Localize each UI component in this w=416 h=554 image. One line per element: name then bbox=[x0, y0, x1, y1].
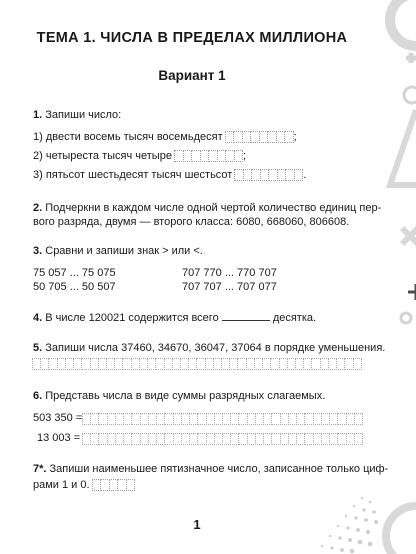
task2-text-line1: Подчеркни в каждом числе одной чертой количество единиц пер- bbox=[45, 202, 382, 214]
task6-text: Представь числа в виде суммы разрядных слагаемых. bbox=[45, 390, 326, 402]
task7-text-line2: рами 1 и 0. bbox=[33, 479, 90, 491]
task1-item-1-label: 1) двести восемь тысяч восемьдесят bbox=[33, 131, 223, 143]
answer-cells[interactable] bbox=[93, 479, 136, 491]
answer-cell-row[interactable] bbox=[83, 413, 363, 424]
task3-text: Сравни и запиши знак > или <. bbox=[45, 245, 203, 257]
task1-item-2 bbox=[33, 149, 246, 163]
task7-number: 7*. bbox=[33, 463, 47, 475]
task3-number: 3. bbox=[33, 245, 43, 257]
punctuation: ; bbox=[243, 150, 247, 162]
compare-pair[interactable]: 707 770 ... 770 707 bbox=[182, 267, 277, 279]
answer-cells[interactable] bbox=[175, 150, 243, 162]
compare-pair[interactable]: 707 707 ... 707 077 bbox=[182, 281, 277, 293]
task1-number: 1. bbox=[33, 109, 43, 121]
task4-number: 4. bbox=[33, 312, 43, 324]
task1-item-2-label: 2) четыреста тысяч четыре bbox=[33, 150, 172, 162]
task1-item-3 bbox=[33, 168, 306, 182]
sum-row-label: 503 350 = bbox=[33, 412, 83, 424]
task1-prompt bbox=[33, 108, 121, 122]
compare-pair[interactable]: 75 057 ... 75 075 bbox=[33, 267, 116, 279]
task5-text: Запиши числа 37460, 34670, 36047, 37064 в порядке уменьшения. bbox=[45, 342, 386, 354]
answer-cells[interactable] bbox=[226, 131, 294, 143]
answer-cells[interactable] bbox=[235, 169, 303, 181]
task1-item-3-label: 3) пятьсот шестьдесят тысяч шестьсот bbox=[33, 169, 233, 181]
task5-prompt bbox=[33, 341, 385, 355]
task2-number: 2. bbox=[33, 202, 43, 214]
task2-line2: вого разряда, двумя — второго класса: 6080, 668060, 806608. bbox=[33, 216, 350, 228]
answer-cell-row[interactable] bbox=[33, 358, 362, 369]
task7-line2 bbox=[33, 478, 135, 492]
task1-item-1 bbox=[33, 130, 297, 144]
task7-text-line1: Запиши наименьшее пятизначное число, записанное только циф- bbox=[49, 463, 389, 475]
variant-heading: Вариант 1 bbox=[158, 68, 226, 83]
answer-cell-row[interactable] bbox=[83, 433, 363, 444]
compare-pair[interactable]: 50 705 ... 50 507 bbox=[33, 281, 116, 293]
task6-number: 6. bbox=[33, 390, 43, 402]
task6-prompt bbox=[33, 389, 325, 403]
task4-line bbox=[33, 310, 316, 325]
punctuation: ; bbox=[293, 131, 297, 143]
task3-prompt bbox=[33, 244, 203, 258]
answer-blank[interactable] bbox=[222, 310, 270, 321]
task4-text-before: В числе 120021 содержится всего bbox=[45, 312, 219, 324]
sum-row-label: 13 003 = bbox=[37, 432, 81, 444]
punctuation: . bbox=[303, 169, 307, 181]
page-number: 1 bbox=[193, 517, 201, 532]
task1-text: Запиши число: bbox=[45, 109, 122, 121]
task2-line1 bbox=[33, 201, 381, 215]
task5-number: 5. bbox=[33, 342, 43, 354]
task7-line1 bbox=[33, 462, 388, 476]
page-title: ТЕМА 1. ЧИСЛА В ПРЕДЕЛАХ МИЛЛИОНА bbox=[36, 30, 348, 46]
task4-text-after: десятка. bbox=[272, 312, 317, 324]
